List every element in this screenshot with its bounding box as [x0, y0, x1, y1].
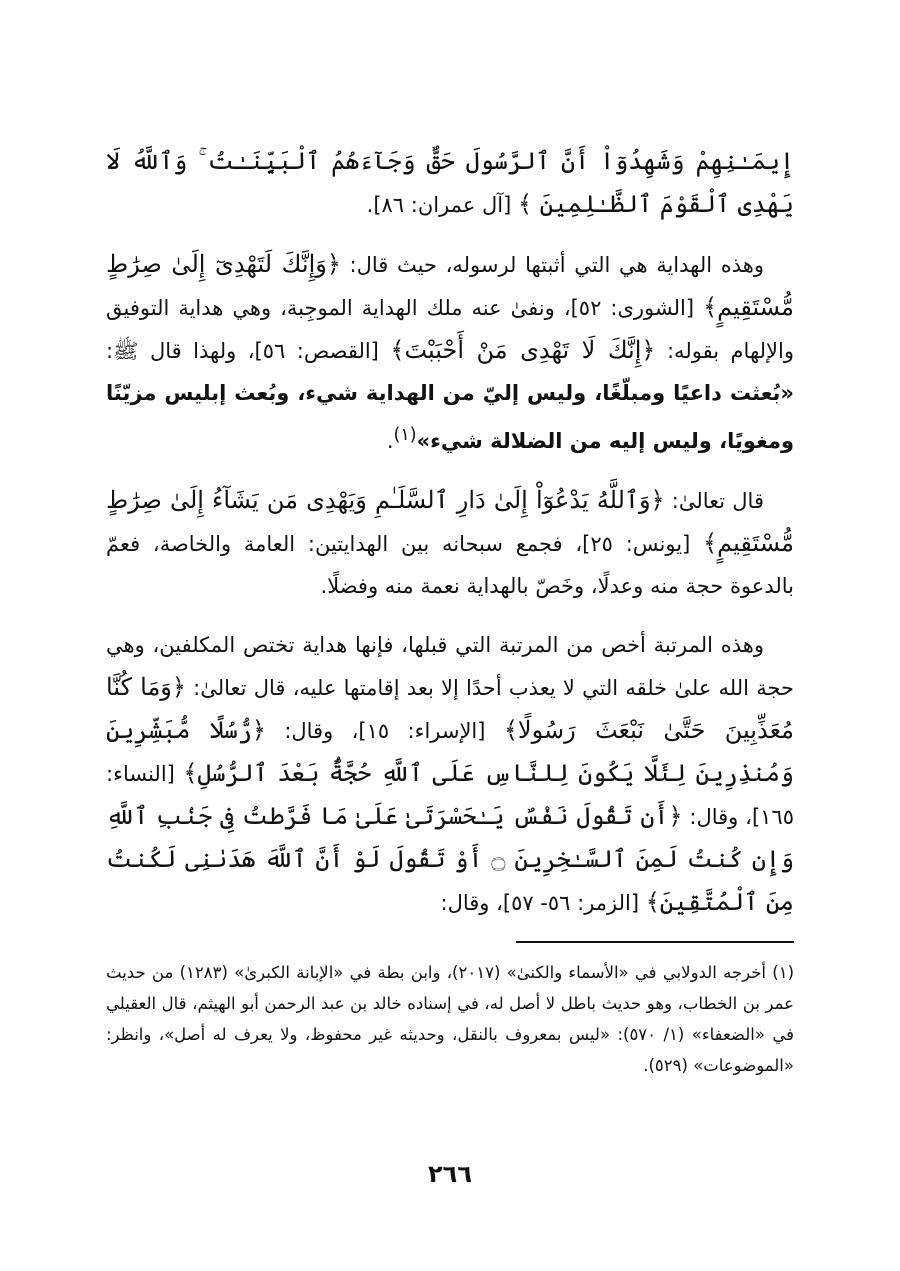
quran-verse: إِيمَـٰنِهِمْ وَشَهِدُوٓاْ أَنَّ ٱلرَّسُولَ حَقٌّ وَجَآءَهُمُ ٱلْبَيِّنَـٰتُ ۚ وَٱللَّهُ لَا يَهْدِى ٱلْقَوْمَ ٱلظَّـٰلِمِينَ ﴾: [106, 147, 794, 218]
body-text: [الشورى: ٥٢]، ونفىٰ عنه ملك الهداية الموجِبة، وهي هداية التوفيق والإلهام بقوله:: [106, 296, 794, 363]
body-text: [يونس: ٢٥]، فجمع سبحانه بين الهدايتين: العامة والخاصة، فعمّ بالدعوة حجة منه وعدلًا، وخَصّ بالهداية نعمة منه وفضلًا.: [106, 532, 794, 598]
footnote-number: (١): [772, 963, 795, 982]
paragraph-3: [106, 479, 794, 607]
quran-verse: ﴿وَمَا كُنَّا مُعَذِّبِينَ حَتَّىٰ نَبْعَثَ رَسُولًا﴾: [106, 673, 794, 744]
footnote-text: أخرجه الدولابي في «الأسماء والكنىٰ» (٢٠١٧)، وابن بطة في «الإبانة الكبرىٰ» (١٢٨٣) من حديث عمر بن الخطاب، وهو حديث باطل لا أصل له، في إسناده خالد بن عبد الرحمن أبو الهيثم، قال العقيلي في «الضعفاء» (١/ ٥٧٠): «ليس بمعروف بالنقل، وحديثه غير محفوظ، ولا يعرف له أصل»، وانظر: «الموضوعات» (٥٢٩).: [106, 963, 794, 1075]
quran-verse: ﴿إِنَّكَ لَا تَهْدِى مَنْ أَحْبَبْتَ﴾: [390, 336, 656, 364]
body-text: وهذه الهداية هي التي أثبتها لرسوله، حيث قال:: [340, 253, 764, 277]
body-text: وهذه المرتبة أخص من المرتبة التي قبلها، فإنها هداية تختص المكلفين، وهي حجة الله علىٰ خلقه التي لا يعذب أحدًا إلا بعد إقامتها عليه، قال تعالىٰ:: [106, 633, 794, 700]
paragraph-1: [106, 140, 794, 226]
footnote-1: [106, 957, 794, 1081]
body-text: [القصص: ٥٦]، ولهذا قال ﷺ:: [106, 339, 391, 363]
quran-verse: ﴿وَٱللَّهُ يَدْعُوٓاْ إِلَىٰ دَارِ ٱلسَّلَـٰمِ وَيَهْدِى مَن يَشَآءُ إِلَىٰ صِرَٰطٍ مُّسْتَقِيمٍ﴾: [106, 486, 794, 557]
verse-reference: [آل عمران: ٨٦].: [366, 193, 518, 217]
body-text: [النساء: ١٦٥]، وقال:: [106, 762, 794, 829]
body-text: .: [386, 429, 394, 453]
body-text: [الإسراء: ١٥]، وقال:: [265, 719, 504, 743]
paragraph-4: [106, 624, 794, 924]
quran-verse: ﴿وَإِنَّكَ لَتَهْدِىٓ إِلَىٰ صِرَٰطٍ مُّسْتَقِيمٍ﴾: [106, 250, 794, 321]
paragraph-2: [106, 243, 794, 462]
footnote-marker[interactable]: (١): [393, 425, 417, 445]
footnotes: [106, 957, 794, 1081]
footnote-separator: [516, 941, 794, 943]
body-text: قال تعالىٰ:: [664, 489, 764, 513]
body-text: [الزمر: ٥٦- ٥٧]، وقال:: [440, 891, 646, 915]
page-number: ٢٦٦: [428, 1160, 472, 1188]
hadith-quote: «بُعثت داعيًا ومبلّغًا، وليس إليّ من الهداية شيء، وبُعث إبليس مزيّنًا ومغويًا، وليس إليه من الضلالة شيء»: [106, 381, 794, 453]
main-text: [106, 140, 794, 924]
quran-verse: ﴿أَن تَقُولَ نَفْسٌ يَـٰحَسْرَتَىٰ عَلَىٰ مَا فَرَّطتُ فِى جَنۢبِ ٱللَّهِ وَإِن كُنتُ لَمِنَ ٱلسَّـٰخِرِينَ ۝ أَوْ تَقُولَ لَوْ أَنَّ ٱللَّهَ هَدَىٰنِى لَكُنتُ مِنَ ٱلْمُتَّقِينَ﴾: [106, 802, 795, 916]
quran-verse: ﴿رُّسُلًا مُّبَشِّرِينَ وَمُنذِرِينَ لِئَلَّا يَكُونَ لِلنَّاسِ عَلَى ٱللَّهِ حُجَّةٌۢ بَعْدَ ٱلرُّسُلِ﴾: [106, 716, 794, 787]
